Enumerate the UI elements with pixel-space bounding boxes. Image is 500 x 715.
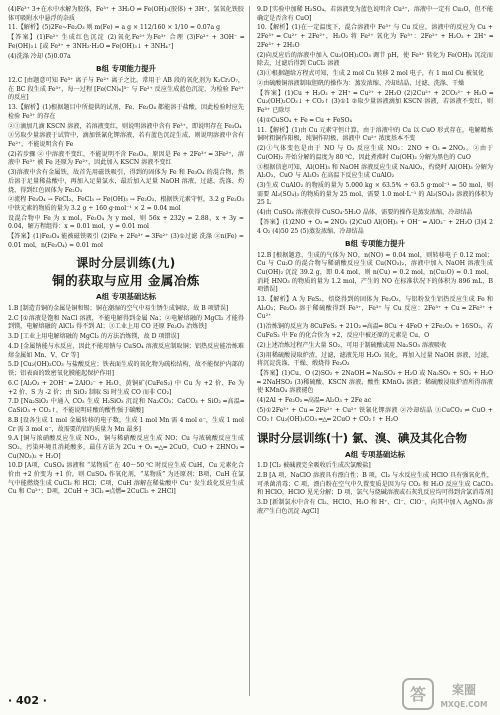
page-number: · 402 ·: [8, 694, 47, 707]
left-paragraph: 9.A [铜与浓硝酸反应生成 NO₂，铜与稀硝酸反应生成 NO；Cu 与浓硫酸反应生成 SO₂，污染环境且消耗酸多，最佳方法为 2Cu + O₂ ═△═ 2CuO，CuO + 2HNO₃ ═ Cu(NO₃)₂ + H₂O]: [8, 435, 244, 460]
left-paragraph: 6.C [Al₂O₃ + 2OH⁻ ═ 2AlO₂⁻ + H₂O，黄铜矿(CuFeS₂) 中 Cu 为 +2 价、Fe 为 +2 价、S 为 -2 价；由 SiO₂ 制取 Si 时生成 CO 而非 CO₂]: [8, 379, 244, 396]
section-heading: B组 专项能力提升: [96, 64, 156, 74]
right-column: [257, 6, 493, 518]
left-paragraph: 12.C [由题意可知 Fe³⁺ 离子与 Fe²⁺ 离子之比。常用于 AB 段的氧化剂为 K₂Cr₂O₇，在 BC 段生成 Fe³⁺，每一过程 [Fe(CN)₆]³⁻ 与 Fe²⁺ 反应生成蓝色沉淀，为检验 Fe²⁺ 的反应]: [8, 76, 244, 102]
right-paragraph: ③根据信息可知，Al(OH)₃ 和 NaOH 溶液反应生成 NaAlO₂，灼烧时 Al(OH)₃ 分解为 Al₂O₃，CuO 与 Al₂O₃ 在高温下反应生成 CuAlO₂: [257, 163, 493, 180]
left-paragraph: 【答案】(1)Fe₃O₄ 能被磁铁吸引 (2)Fe + 2Fe³⁺ ═ 3Fe²⁺ (3)①过滤 洗涤 ②n(Fe) = 0.01 mol，n(Fe₃O₄) = 0.01 mol: [8, 233, 244, 249]
lesson-subtitle: 铜的获取与应用 金属冶炼: [52, 272, 200, 288]
right-paragraph: (2)向反应后的溶液中加入 Cu₂(OH)₂CO₃ 调节 pH，使 Fe³⁺ 转化为 Fe(OH)₃ 沉淀而除去，过滤后得到 CuCl₂ 溶液: [257, 51, 493, 68]
right-paragraph: (2)上述冶炼过程产生大量 SO₂，可用于制硫酸或用 Na₂SO₃ 溶液吸收: [257, 341, 447, 349]
right-paragraph: 9.D [实验中加稀 H₂SO₄，若溶液变为蓝色说明含 Cu²⁺，溶液中一定有 Cu₂O，但不能确定是否含有 CuO]: [257, 6, 493, 22]
left-paragraph: (4)洗涤 冷却 (5)0.07a: [8, 52, 71, 60]
left-paragraph: ②流程 Fe₃O₄ → FeCl₂、FeCl₃ → Fe(OH)₃ → Fe₂O₃，根据铁元素守恒，3.2 g Fe₂O₃ 中铁元素的物质的量为 3.2 g ÷ 160 g·mol⁻¹ × 2 = 0.04 mol: [8, 196, 244, 213]
left-paragraph: ③另取少量溶液于试管中，滴加铁氰化钾溶液，若有蓝色沉淀生成，则说明溶液中含有 Fe²⁺，不能说明含有 Fe: [8, 132, 244, 148]
right-paragraph: (3)生成 CuAlO₂ 的物质的量为 5.000 kg × 63.5% ÷ 63.5 g·mol⁻¹ = 50 mol，则需要 Al₂(SO₄)₃ 的物质的量为 25 mol，需要 1.0 mol·L⁻¹ 的 Al₂(SO₄)₃ 溶液的体积为 25 L: [257, 182, 493, 207]
right-paragraph: 1.D [Cl₂ 被碱液完全吸收后生成次氯酸盐]: [257, 462, 371, 470]
right-paragraph: (4)由 CuSO₄ 溶液获得 CuSO₄·5H₂O 晶体，需要的操作是蒸发浓缩、冷却结晶: [257, 209, 473, 217]
left-paragraph: 4.D [金属钠能与水反应，因此不能用钠与 CuSO₄ 溶液反应制取铜；铝热反应能冶炼难熔金属如 Mn、V、Cr 等]: [8, 343, 244, 359]
right-paragraph: (3)①根据题给方程式可知，生成 2 mol Cu 转移 2 mol 电子，有 1 mol Cu 被氧化: [257, 70, 484, 78]
right-paragraph: 【答案】(1)Cu + H₂O₂ + 2H⁺ ═ Cu²⁺ + 2H₂O (2)2Cu²⁺ + 2CO₃²⁻ + H₂O ═ Cu₂(OH)₂CO₃↓ + CO₂↑ (3)①1 ②取少量溶液滴加 KSCN 溶液，若溶液不变红，则 Fe³⁺ 已除尽: [257, 89, 493, 114]
right-paragraph: 3.D [新制氯水中含有 Cl₂、HClO、H₂O 和 H⁺、Cl⁻、ClO⁻，向其中加入 AgNO₃ 溶液产生白色沉淀 AgCl]: [257, 499, 493, 515]
svg-text:案圈: 案圈: [451, 683, 477, 697]
right-paragraph: 11.【解析】(1)由 Cu 元素守恒计算，由于溶液中的 Cu 以 CuO 形式存在，电解精炼铜时粗铜作阳极，纯铜作阴极，溶液中 Cu²⁺ 浓度基本不变: [257, 126, 493, 143]
section-heading: B组 专项能力提升: [345, 239, 405, 249]
right-paragraph: (2)①气体变色是由于 NO 与 O₂ 反应生成 NO₂：2NO + O₂ ═ 2NO₂。②由于 Cu(OH)₂ 开始分解的温度为 80 ℃，因此煮沸时 Cu(OH)₂ 分解为黑色的 CuO: [257, 145, 493, 161]
left-paragraph: 8.B [设各生成 1 mol 金属转移的电子数，生成 1 mol Mn 需 4 mol e⁻，生成 1 mol Cr 需 3 mol e⁻，故需要的铝的质量为 Mn 最多]: [8, 416, 244, 433]
right-paragraph: 【答案】(1)2NO + O₂ ═ 2NO₂ (2)CuO Al(OH)₃ + OH⁻ ═ AlO₂⁻ + 2H₂O (3)4 2 4 O₂ (4)50 25 (5)蒸发浓缩、冷却结晶: [257, 218, 493, 235]
svg-text:MXQE.COM: MXQE.COM: [440, 700, 488, 709]
right-paragraph: 12.B [根据题意，生成的气体为 NO，n(NO) = 0.04 mol，则转移电子 0.12 mol；Cu 与 Cu₂O 的混合物与稀硝酸反应生成 Cu(NO₃)₂，溶液中加入 NaOH 溶液生成 Cu(OH)₂ 沉淀 39.2 g，即 0.4 mol，则 n(Cu) = 0.2 mol，n(Cu₂O) = 0.1 mol，消耗 HNO₃ 的物质的量为 1.2 mol，产生的 NO 在标准状况下的体积为 896 mL，B 项错误]: [257, 251, 493, 294]
left-paragraph: 【答案】(1)Fe²⁺ 生成红色沉淀 (2)氧化Fe²⁺为Fe³⁺ 合理 (3)Fe³⁺ + 3OH⁻ ═ Fe(OH)₃↓ [或 Fe³⁺ + 3NH₃·H₂O ═ Fe(OH)₃↓ + 3NH₄⁺]: [8, 34, 244, 50]
left-paragraph: 1.B [制造青铜的金属是铜和锡；铜在潮湿的空气中易生锈生成铜绿，故 B 项错误]: [8, 304, 229, 312]
lesson-title: 课时分层训练(十) 氯、溴、碘及其化合物: [257, 431, 468, 446]
column-divider: [249, 6, 250, 696]
left-paragraph: ②①滴加几滴 KSCN 溶液，若溶液变红，则说明溶液中含有 Fe³⁺，即说明存在 Fe₃O₄: [8, 122, 242, 130]
right-paragraph: (3)用稀硫酸浸取炉渣，过滤，滤液先用 H₂O₂ 氧化，再加入过量 NaOH 溶液，过滤，将沉淀洗涤、干燥、煅烧得 Fe₂O₃: [257, 351, 493, 368]
left-column: [8, 6, 244, 498]
right-paragraph: ②由硫酸铜溶液制取胆矾的操作为：蒸发浓缩、冷却结晶、过滤、洗涤、干燥: [257, 79, 465, 87]
right-paragraph: 【答案】(1)Cu、O (2)SO₂ + 2NaOH ═ Na₂SO₃ + H₂O 或 Na₂SO₃ + SO₂ + H₂O ═ 2NaHSO₃ (3)稀硫酸、KSCN 溶液、酸性 KMnO₄ 溶液；稀硫酸浸取炉渣所得溶液使 KMnO₄ 溶液褪色: [257, 370, 493, 395]
watermark-logo: [402, 677, 494, 711]
right-paragraph: (4)2Al + Fe₂O₃ ═高温═ Al₂O₃ + 2Fe ac: [257, 397, 372, 405]
right-paragraph: 13.【解析】A 为 FeS₂，焙烧得到的固体为 Fe₂O₃，与铝粉发生铝热反应生成 Fe 和 Al₂O₃；Fe₂O₃ 溶于稀硫酸得到 Fe³⁺，Fe³⁺ 与 Cu 反应：2Fe³⁺ + Cu ═ 2Fe²⁺ + Cu²⁺: [257, 296, 493, 321]
left-paragraph: (2)若步骤 ② 中溶液不变红，不能说明不含 Fe₃O₄，原因是 Fe + 2Fe³⁺ ═ 3Fe²⁺，溶液中 Fe³⁺ 被 Fe 还原为 Fe²⁺，因此加入 KSCN 溶液不变红: [8, 150, 244, 167]
left-paragraph: (4)Fe³⁺ 3+在水中水解为胶体，Fe³⁺ + 3H₂O ⇌ Fe(OH)₃(胶体) + 3H⁺，氢氧化铁胶体可吸附水中悬浮的杂质: [8, 6, 244, 22]
left-paragraph: 2.C [①溶液是饱和 NaCl 溶液，不能电解得到金属 Na；②电解熔融的 MgCl₂ 才能得到镁，电解熔融的 AlCl₃ 得不到 Al；③工业上用 CO 还原 Fe₂O₃ 冶炼铁]: [8, 314, 244, 331]
right-paragraph: 2.B [A 项，NaClO 溶液具有漂白性；B 项，Cl₂ 与水反应生成 HClO 具有强氧化性，可杀菌消毒；C 项，漂白粉在空气中久置变质是因为与 CO₂ 和 H₂O 反应生成 CaCO₃ 和 HClO，HClO 见光分解；D 项，氯气与烧碱溶液或石灰乳反应均可得到含氯消毒剂]: [257, 471, 493, 497]
lesson-title: 课时分层训练(九): [76, 255, 176, 270]
right-paragraph: (4)①CuSO₄ + Fe ═ Cu + FeSO₄: [257, 116, 352, 124]
left-paragraph: 5.D [Cu₂(OH)₂CO₃ 与盐酸反应；铁表面生成的氧化物为疏松结构，故不能保护内部的铁；铝表面的致密氧化膜能起保护作用]: [8, 361, 244, 378]
right-paragraph: 10.【解析】(1)在一定温度下，混合溶液中 Fe³⁺ 与 Cu 反应，溶液中的反应为 Cu + 2Fe³⁺ ═ Cu²⁺ + 2Fe²⁺，H₂O₂ 将 Fe²⁺ 氧化为 Fe³⁺：2Fe²⁺ + H₂O₂ + 2H⁺ ═ 2Fe³⁺ + 2H₂O: [257, 24, 493, 49]
svg-text:答: 答: [409, 685, 427, 704]
section-heading: A组 专项基础达标: [344, 449, 406, 459]
left-paragraph: 10.D [A项，CuSO₄ 溶液和 “某物质” 在 40～50 ℃ 时反应生成 CuH，Cu 元素化合价由 +2 价变为 +1 价，则 CuSO₄ 作氧化剂，“某物质” 为还原剂；B项，CuH 在氯气中能燃烧生成 CuCl₂ 和 HCl；C项，CuH 溶解在稀盐酸中 Cu⁺ 发生歧化反应生成 Cu 和 Cu²⁺；D项，2CuH + 3Cl₂ ═点燃═ 2CuCl₂ + 2HCl]: [8, 462, 244, 496]
left-paragraph: 设混合物中 Fe 为 x mol，Fe₃O₄ 为 y mol，则 56x + 232y = 2.88，x + 3y = 0.04，解方程组得：x = 0.01 mol，y = 0.01 mol: [8, 214, 244, 231]
left-paragraph: 13.【解析】(1)根据题目中所提供的试剂，Fe、Fe₃O₄ 都能溶于盐酸，因此检验时应先检验 Fe³⁺ 的存在: [8, 104, 244, 120]
left-paragraph: 3.D [工业上用电解熔融的 MgCl₂ 的方法冶炼镁，故 D 项错误]: [8, 333, 180, 341]
right-paragraph: (1)冶炼铜的反应为 8CuFeS₂ + 21O₂ ═高温═ 8Cu + 4FeO + 2Fe₂O₃ + 16SO₂，若 CuFeS₂ 中 Fe 的化合价为 +2，反应中被还原的元素是 Cu、O: [257, 323, 493, 339]
right-paragraph: (5)①2Fe³⁺ + Cu ═ 2Fe²⁺ + Cu²⁺ 铁氰化钾溶液 ②冷却结晶 ③CuCO₃ ⇌ CuO + CO₂↑ Cu₂(OH)₂CO₃ ═△═ 2CuO + CO₂↑ + H₂O: [257, 406, 493, 423]
left-paragraph: 11.【解析】(5)2Fe~Fe₂O₃ 则 m(Fe) = a g × 112/160 × 1/10 = 0.07a g: [8, 24, 220, 32]
left-paragraph: (3)溶液中含有金属铁，故首先用磁铁吸引，得到的固体为 Fe 和 Fe₃O₄ 的混合物，然后溶于足量稀盐酸中，再加入足量氯水，最后加入足量 NaOH 溶液，过滤、洗涤、灼烧，得到红色固体为 Fe₂O₃: [8, 169, 244, 194]
section-heading: A组 专项基础达标: [95, 292, 157, 302]
left-paragraph: 7.D [Na₂SiO₃ 中通入 CO₂ 生成 H₂SiO₃ 沉淀和 Na₂CO₃；CaCO₃ + SiO₂ ═高温═ CaSiO₃ + CO₂↑，不能说明硅酸的酸性强于碳酸]: [8, 398, 244, 415]
